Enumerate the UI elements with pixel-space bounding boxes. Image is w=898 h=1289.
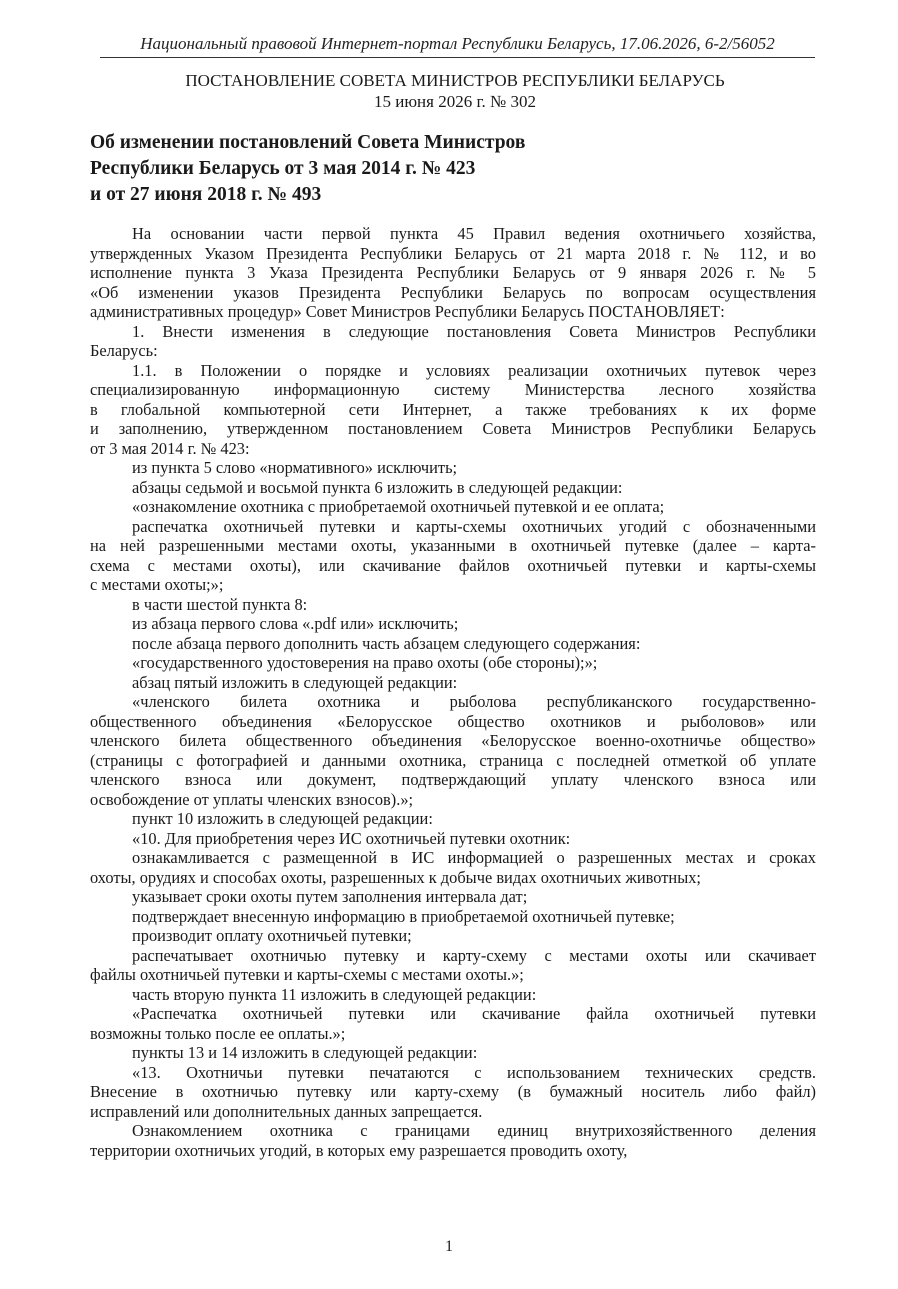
paragraph-first-line: «Распечатка охотничьей путевки или скачивание файла охотничьей путевки [132, 1004, 816, 1023]
paragraph-first-line: распечатка охотничьей путевки и карты-схемы охотничьих угодий с обозначенными [132, 516, 816, 536]
paragraph-line: общественного объединения «Белорусское общество охотников и рыболовов» или [90, 711, 816, 731]
paragraph-first-line: абзац пятый изложить в следующей редакции: [132, 672, 458, 692]
paragraph-first-line: 1.1. в Положении о порядке и условиях реализации охотничьих путевок через [132, 360, 816, 380]
paragraph-first-line: часть вторую пункта 11 изложить в следующей редакции: [132, 984, 537, 1004]
paragraph-line: охоты, орудиях и способах охоты, разрешенных к добыче видах охотничьих животных; [90, 867, 701, 887]
paragraph-first-line: распечатывает охотничью путевку и карту-схему с местами охоты или скачивает [132, 945, 816, 965]
paragraph-line: возможны только после ее оплаты.»; [90, 1023, 346, 1043]
paragraph-line: членского взноса или документ, подтверждающий уплату членского взноса или [90, 770, 816, 789]
paragraph-line: (страницы с фотографией и данными охотника, страница с последней отметкой об уплате [90, 750, 816, 770]
title-line: Республики Беларусь от 3 мая 2014 г. № 423 [90, 158, 476, 179]
portal-header: Национальный правовой Интернет-портал Республики Беларусь, 17.06.2026, 6-2/56052 [100, 34, 815, 58]
paragraph-first-line: пункт 10 изложить в следующей редакции: [132, 809, 433, 828]
title-line: Об изменении постановлений Совета Министров [90, 132, 526, 153]
document-body [90, 224, 816, 1160]
paragraph-line: в глобальной компьютерной сети Интернет, а также требованиях к их форме [90, 399, 816, 419]
paragraph-first-line: пункты 13 и 14 изложить в следующей редакции: [132, 1043, 478, 1062]
paragraph-first-line: ознакамливается с размещенной в ИС информацией о разрешенных местах и сроках [132, 848, 816, 867]
paragraph-first-line: «13. Охотничьи путевки печатаются с использованием технических средств. [132, 1062, 816, 1082]
paragraph-first-line: производит оплату охотничьей путевки; [132, 926, 412, 945]
paragraph-first-line: «членского билета охотника и рыболова республиканского государственно- [132, 692, 816, 711]
paragraph-first-line: из пункта 5 слово «нормативного» исключить; [132, 458, 458, 477]
paragraph-line: от 3 мая 2014 г. № 423: [90, 438, 250, 458]
paragraph-line: и заполнению, утвержденном постановлением Совета Министров Республики Беларусь [90, 419, 816, 438]
paragraph-first-line: абзацы седьмой и восьмой пункта 6 изложить в следующей редакции: [132, 477, 623, 497]
decree-heading [90, 70, 820, 112]
paragraph-line: схема с местами охоты), или скачивание файлов охотничьей путевки и карты-схемы [90, 555, 816, 575]
paragraph-first-line: «10. Для приобретения через ИС охотничьей путевки охотник: [132, 828, 571, 848]
paragraph-line: исправлений или дополнительных данных запрещается. [90, 1101, 483, 1121]
paragraph-line: Беларусь: [90, 341, 158, 360]
paragraph-first-line: Ознакомлением охотника с границами единиц внутрихозяйственного деления [132, 1121, 816, 1140]
paragraph-line: «Об изменении указов Президента Республики Беларусь по вопросам осуществления [90, 282, 816, 302]
paragraph-first-line: после абзаца первого дополнить часть абзацем следующего содержания: [132, 633, 641, 653]
document-title [90, 130, 650, 208]
paragraph-line: административных процедур» Совет Министров Республики Беларусь ПОСТАНОВЛЯЕТ: [90, 302, 725, 321]
paragraph-first-line: «государственного удостоверения на право охоты (обе стороны);»; [132, 653, 598, 672]
decree-type: ПОСТАНОВЛЕНИЕ СОВЕТА МИНИСТРОВ РЕСПУБЛИКИ БЕЛАРУСЬ [185, 71, 725, 90]
paragraph-line: Внесение в охотничью путевку или карту-схему (в бумажный носитель либо файл) [90, 1082, 816, 1101]
paragraph-first-line: «ознакомление охотника с приобретаемой охотничьей путевкой и ее оплата; [132, 497, 665, 516]
decree-date-number: 15 июня 2026 г. № 302 [374, 92, 536, 111]
paragraph-line: с местами охоты;»; [90, 575, 224, 594]
paragraph-line: членского билета общественного объединения «Белорусское военно-охотничье общество» [90, 731, 816, 750]
paragraph-first-line: подтверждает внесенную информацию в приобретаемой охотничьей путевке; [132, 906, 675, 926]
paragraph-first-line: На основании части первой пункта 45 Правил ведения охотничьего хозяйства, [132, 224, 816, 243]
title-line: и от 27 июня 2018 г. № 493 [90, 184, 322, 205]
paragraph-line: территории охотничьих угодий, в которых ему разрешается проводить охоту, [90, 1140, 628, 1160]
paragraph-line: утвержденных Указом Президента Республики Беларусь от 21 марта 2018 г. № 112, и во [90, 243, 816, 263]
paragraph-line: на ней разрешенными местами охоты, указанными в охотничьей путевке (далее – карта- [90, 536, 816, 555]
paragraph-line: файлы охотничьей путевки и карты-схемы с местами охоты.»; [90, 965, 524, 984]
paragraph-first-line: из абзаца первого слова «.pdf или» исключить; [132, 614, 459, 633]
paragraph-first-line: в части шестой пункта 8: [132, 594, 308, 614]
paragraph-line: освобождение от уплаты членских взносов).»; [90, 789, 414, 809]
paragraph-first-line: 1. Внести изменения в следующие постановления Совета Министров Республики [132, 321, 816, 341]
paragraph-line: специализированную информационную систему Министерства лесного хозяйства [90, 380, 816, 399]
paragraph-first-line: указывает сроки охоты путем заполнения интервала дат; [132, 887, 528, 906]
page-number: 1 [445, 1238, 453, 1255]
paragraph-line: исполнение пункта 3 Указа Президента Республики Беларусь от 9 января 2026 г. № 5 [90, 263, 816, 282]
